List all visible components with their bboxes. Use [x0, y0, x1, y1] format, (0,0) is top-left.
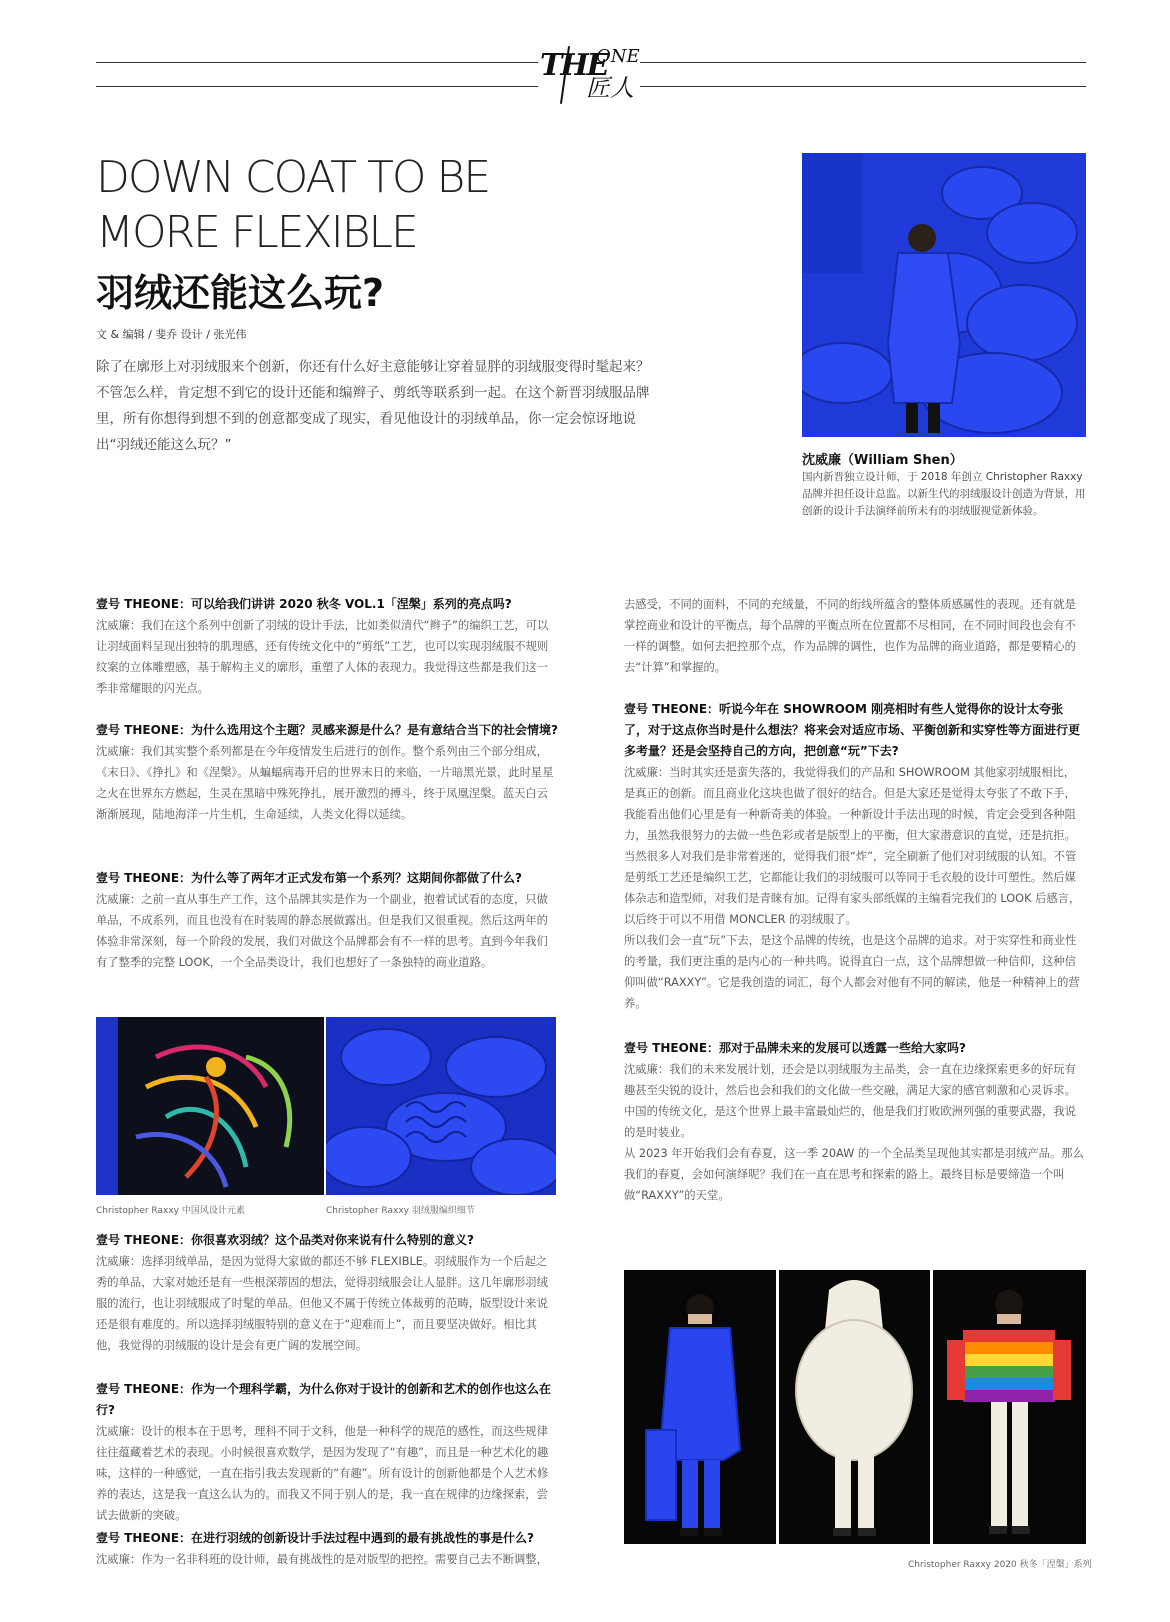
header-rule-right-2 — [640, 86, 1086, 87]
look-rainbow — [933, 1270, 1086, 1544]
look-white-image — [779, 1270, 930, 1544]
title-cn: 羽绒还能这么玩? — [96, 271, 385, 315]
title-en-line2: MORE FLEXIBLE — [96, 207, 417, 258]
qa-answer: 沈威廉：我们其实整个系列都是在今年疫情发生后进行的创作。整个系列由三个部分组成，《末日》、《挣扎》和《涅槃》。从蝙蝠病毒开启的世界末日的来临，一片暗黑光景，此时星星之火在世界东方燃起，生灵在黑暗中殊死挣扎，展开激烈的搏斗，终于凤凰涅槃。蓝天白云渐渐展现，陆地海洋一片生机，生命延续，人类文化得以延续。 — [96, 745, 554, 821]
qa-block-5 — [96, 1379, 558, 1526]
caption-image-left: Christopher Raxxy 中国风设计元素 — [96, 1206, 245, 1216]
qa-answer-part-2: 从 2023 年开始我们会有春夏，这一季 20AW 的一个全品类呈现他其实都是羽绒产品。那么我们的春夏，会如何演绎呢？我们在一直在思考和探索的路上。最终目标是要缔造一个叫做“RAXXY”的天堂。 — [624, 1147, 1084, 1202]
qa-block-6-continued — [624, 594, 1086, 678]
header-rule-left — [96, 62, 538, 63]
designer-portrait — [802, 153, 1086, 437]
logo-cn: 匠人 — [586, 74, 634, 102]
header-rule-right — [640, 62, 1086, 63]
qa-question: 壹号 THEONE：那对于品牌未来的发展可以透露一些给大家吗? — [624, 1041, 967, 1055]
qa-question: 壹号 THEONE：听说今年在 SHOWROOM 刚亮相时有些人觉得你的设计太夸张了，对于这点你当时是什么想法？将来会对适应市场、平衡创新和实穿性等方面进行更多考量？还是会坚持自己的方向，把创意“玩”下去? — [624, 702, 1081, 758]
title-en-line1: DOWN COAT TO BE — [96, 152, 490, 203]
qa-answer: 去感受，不同的面料，不同的充绒量，不同的绗线所蕴含的整体质感属性的表现。还有就是掌控商业和设计的平衡点，每个品牌的平衡点所在位置都不尽相同，在不同时间段也会有不一样的调整。如何去把控那个点，作为品牌的调性，也作为品牌的商业道路，都是要精心的去“计算”和掌握的。 — [624, 598, 1076, 674]
qa-answer: 沈威廉：之前一直从事生产工作，这个品牌其实是作为一个副业，抱着试试看的态度，只做单品，不成系列，而且也没有在时装周的静态展做露出。但是我们又很重视。然后这两年的体验非常深刻，每一个阶段的发展，我们对做这个品牌都会有不一样的思考。直到今年我们有了整季的完整 LOOK，一个全品类设计，我们也想好了一条独特的商业道路。 — [96, 893, 548, 969]
qa-answer — [624, 1059, 1086, 1206]
qa-answer: 沈威廉：我们在这个系列中创新了羽绒的设计手法，比如类似清代“辫子”的编织工艺，可以让羽绒面料呈现出独特的肌理感，还有传统文化中的“剪纸”工艺，也可以实现羽绒服不规则纹案的立体雕塑感，基于解构主义的廓形，重塑了人体的表现力。我觉得这些都是我们这一季非常耀眼的闪光点。 — [96, 619, 549, 695]
profile-name: 沈威廉（William Shen） — [802, 453, 963, 468]
qa-question: 壹号 THEONE：可以给我们讲讲 2020 秋冬 VOL.1「涅槃」系列的亮点吗? — [96, 597, 512, 611]
qa-block-7 — [624, 699, 1086, 1014]
phoenix-image — [96, 1017, 324, 1195]
image-weave-detail — [326, 1017, 556, 1195]
qa-answer-part-2: 所以我们会一直“玩”下去，是这个品牌的传统，也是这个品牌的追求。对于实穿性和商业性的考量，我们更注重的是内心的一种共鸣。说得直白一点，这个品牌想做一种信仰，这种信仰叫做“RAXXY”。它是我创造的词汇，每个人都会对他有不同的解读，他是一种精神上的营养。 — [624, 934, 1080, 1010]
qa-block-2 — [96, 720, 558, 825]
look-rainbow-image — [933, 1270, 1086, 1544]
qa-block-3 — [96, 868, 558, 973]
caption-looks: Christopher Raxxy 2020 秋冬「涅槃」系列 — [908, 1560, 1092, 1570]
logo-the: THE — [540, 48, 608, 83]
qa-answer: 沈威廉：选择羽绒单品，是因为觉得大家做的都还不够 FLEXIBLE。羽绒服作为一个后起之秀的单品，大家对她还是有一些根深蒂固的想法，觉得羽绒服会让人显胖。这几年廓形羽绒服的流行，也让羽绒服成了时髦的单品。但他又不属于传统立体裁剪的范畴，版型设计来说还是很有难度的。所以选择羽绒服特别的意义在于“迎难而上”，而且要坚决做好。相比其他，我觉得的羽绒服的设计是会有更广阔的发展空间。 — [96, 1255, 548, 1352]
qa-answer-part-1: 沈威廉：当时其实还是蛮失落的，我觉得我们的产品和 SHOWROOM 其他家羽绒服相比，是真正的创新。而且商业化这块也做了很好的结合。但是大家还是觉得太夸张了不敢下手，我能看出他们心里是有一种新奇美的体验。一种新设计手法出现的时候，肯定会受到各种阻力，虽然我很努力的去做一些色彩或者是版型上的平衡，但大家潜意识的直觉，还是抗拒。当然很多人对我们是非常着迷的，觉得我们很“炸”，完全刷新了他们对羽绒服的认知。不管是剪纸工艺还是编织工艺，它都能让我们的羽绒服可以等同于毛衣般的设计可塑性。然后媒体杂志和造型师，对我们是青睐有加。记得有家头部纸媒的主编看完我们的 LOOK 后感言，以后终于可以不用借 MONCLER 的羽绒服了。 — [624, 766, 1081, 926]
qa-answer: 沈威廉：作为一名非科班的设计师，最有挑战性的是对版型的把控。需要自己去不断调整， — [96, 1553, 548, 1566]
credit-line: 文 & 编辑 / 斐乔 设计 / 张光伟 — [96, 328, 247, 341]
qa-block-6 — [96, 1528, 558, 1570]
qa-block-1 — [96, 594, 558, 699]
qa-question: 壹号 THEONE：你很喜欢羽绒？这个品类对你来说有什么特别的意义? — [96, 1233, 475, 1247]
header-rule-left-2 — [96, 86, 538, 87]
qa-answer: 沈威廉：设计的根本在于思考，理科不同于文科，他是一种科学的规范的感性，而这些规律往往蕴藏着艺术的表现。小时候很喜欢数学，是因为发现了“有趣”，而且是一种艺术化的趣味，这样的一种感觉，一直在指引我去发现新的“有趣”。所有设计的创新他都是个人艺术修养的表达，这是我一直这么认为的。而我又不同于别人的是，我一直在规律的边缘探索，尝试去做新的突破。 — [96, 1425, 549, 1522]
look-white — [779, 1270, 930, 1544]
intro-paragraph: 除了在廓形上对羽绒服来个创新，你还有什么好主意能够让穿着显胖的羽绒服变得时髦起来？不管怎么样，肯定想不到它的设计还能和编辫子、剪纸等联系到一起。在这个新晋羽绒服品牌里，所有你想得到想不到的创意都变成了现实，看见他设计的羽绒单品，你一定会惊讶地说出“羽绒还能这么玩？” — [96, 359, 650, 453]
weave-image — [326, 1017, 556, 1195]
qa-question: 壹号 THEONE：在进行羽绒的创新设计手法过程中遇到的最有挑战性的事是什么? — [96, 1531, 535, 1545]
the-one-logo — [536, 40, 641, 106]
qa-block-4 — [96, 1230, 558, 1356]
designer-portrait-image — [802, 153, 1086, 437]
image-chinese-element — [96, 1017, 324, 1195]
qa-block-8 — [624, 1038, 1086, 1206]
qa-question: 壹号 THEONE：为什么选用这个主题？灵感来源是什么？是有意结合当下的社会情境? — [96, 723, 559, 737]
caption-image-right: Christopher Raxxy 羽绒服编织细节 — [326, 1206, 475, 1216]
qa-question: 壹号 THEONE：为什么等了两年才正式发布第一个系列？这期间你都做了什么? — [96, 871, 523, 885]
qa-answer — [624, 762, 1086, 1014]
profile-bio: 国内新晋独立设计师，于 2018 年创立 Christopher Raxxy 品牌并担任设计总监。以新生代的羽绒服设计创造为背景，用创新的设计手法演绎前所未有的羽绒服视觉新体验。 — [802, 471, 1086, 517]
qa-answer-part-1: 沈威廉：我们的未来发展计划，还会是以羽绒服为主品类，会一直在边缘探索更多的好玩有趣甚至尖锐的设计，然后也会和我们的文化做一些交融，满足大家的感官刺激和心灵诉求。中国的传统文化，是这个世界上最丰富最灿烂的，他是我们打败欧洲列强的重要武器，我说的是时装业。 — [624, 1063, 1076, 1139]
qa-question: 壹号 THEONE：作为一个理科学霸，为什么你对于设计的创新和艺术的创作也这么在行? — [96, 1382, 552, 1417]
look-blue-image — [624, 1270, 776, 1544]
logo-one: ONE — [596, 46, 640, 67]
look-blue — [624, 1270, 776, 1544]
